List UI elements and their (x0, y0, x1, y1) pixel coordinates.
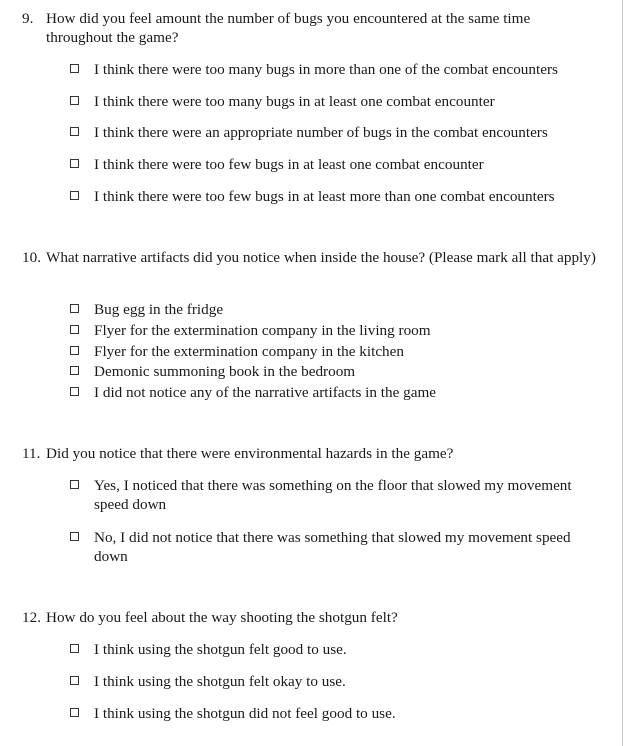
checkbox[interactable] (70, 644, 79, 653)
q10-option-2[interactable] (70, 321, 600, 340)
checkbox[interactable] (70, 96, 79, 105)
q9-option-5[interactable] (70, 187, 600, 206)
checkbox[interactable] (70, 387, 79, 396)
q10-option-4[interactable] (70, 362, 600, 381)
question-text: Did you notice that there were environmental hazards in the game? (46, 445, 454, 462)
question-12 (22, 608, 597, 627)
option-label: I think there were too many bugs in more than one of the combat encounters (94, 61, 558, 78)
checkbox[interactable] (70, 676, 79, 685)
question-number: 11. (22, 445, 41, 462)
question-number: 12. (22, 609, 41, 626)
checkbox[interactable] (70, 480, 79, 489)
option-label: I think there were too few bugs in at least one combat encounter (94, 156, 484, 173)
question-10 (22, 248, 597, 267)
question-11 (22, 444, 597, 463)
q9-option-1[interactable] (70, 60, 600, 79)
q10-option-1[interactable] (70, 300, 600, 319)
option-label: Flyer for the extermination company in the kitchen (94, 343, 404, 360)
option-label: Demonic summoning book in the bedroom (94, 363, 356, 380)
q12-option-3[interactable] (70, 704, 600, 723)
option-label: Bug egg in the fridge (94, 301, 224, 318)
checkbox[interactable] (70, 366, 79, 375)
q9-option-2[interactable] (70, 92, 600, 111)
question-9 (22, 9, 597, 47)
q12-option-1[interactable] (70, 640, 600, 659)
question-text: How did you feel amount the number of bugs you encountered at the same time throughout the game? (46, 10, 531, 46)
option-label: Flyer for the extermination company in the living room (94, 322, 431, 339)
option-label: I think using the shotgun did not feel good to use. (94, 705, 396, 722)
option-label: I think there were an appropriate number of bugs in the combat encounters (94, 124, 548, 141)
checkbox[interactable] (70, 127, 79, 136)
option-label: I think using the shotgun felt okay to use. (94, 673, 346, 690)
q11-option-2[interactable] (70, 528, 600, 566)
q11-option-1[interactable] (70, 476, 600, 514)
question-text: What narrative artifacts did you notice when inside the house? (Please mark all that apply) (46, 249, 596, 266)
question-text: How do you feel about the way shooting the shotgun felt? (46, 609, 398, 626)
option-label: I think there were too many bugs in at least one combat encounter (94, 93, 495, 110)
checkbox[interactable] (70, 708, 79, 717)
q9-option-3[interactable] (70, 123, 600, 142)
checkbox[interactable] (70, 532, 79, 541)
option-label: Yes, I noticed that there was something on the floor that slowed my movement speed down (94, 477, 572, 513)
checkbox[interactable] (70, 325, 79, 334)
option-label: I did not notice any of the narrative artifacts in the game (94, 384, 437, 401)
option-label: No, I did not notice that there was something that slowed my movement speed down (94, 529, 571, 565)
option-label: I think there were too few bugs in at least more than one combat encounters (94, 188, 555, 205)
checkbox[interactable] (70, 159, 79, 168)
q12-option-2[interactable] (70, 672, 600, 691)
checkbox[interactable] (70, 304, 79, 313)
question-number: 9. (22, 10, 34, 27)
checkbox[interactable] (70, 346, 79, 355)
question-number: 10. (22, 249, 41, 266)
q10-option-5[interactable] (70, 383, 600, 402)
option-label: I think using the shotgun felt good to use. (94, 641, 347, 658)
checkbox[interactable] (70, 64, 79, 73)
q9-option-4[interactable] (70, 155, 600, 174)
q10-option-3[interactable] (70, 342, 600, 361)
checkbox[interactable] (70, 191, 79, 200)
